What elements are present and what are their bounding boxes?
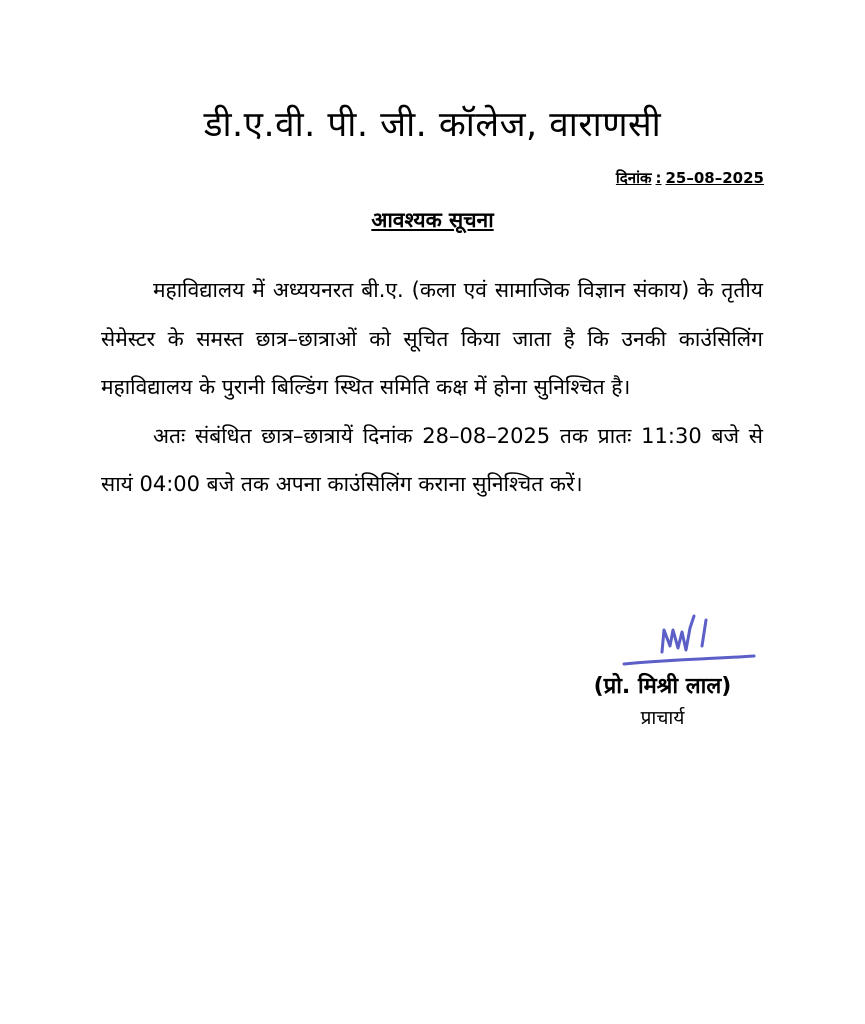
signature-image — [620, 606, 760, 668]
signatory-name: (प्रो. मिश्री लाल) — [593, 674, 732, 699]
notice-paragraph-2: अतः संबंधित छात्र–छात्रायें दिनांक 28–08–2025 तक प्रातः 11:30 बजे से सायं 04:00 बजे तक अपना काउंसिलिंग कराना सुनिश्चित करें। — [101, 423, 763, 496]
notice-paragraph-1: महाविद्यालय में अध्ययनरत बी.ए. (कला एवं सामाजिक विज्ञान संकाय) के तृतीय सेमेस्टर के समस्त छात्र–छात्राओं को सूचित किया जाता है कि उनकी काउंसिलिंग महाविद्यालय के पुरानी बिल्डिंग स्थित समिति कक्ष में होना सुनिश्चित है। — [101, 278, 763, 399]
date-value: 25–08–2025 — [665, 169, 764, 187]
signatory-designation: प्राचार्य — [640, 707, 685, 729]
date-separator: : — [655, 169, 662, 187]
notice-date — [616, 168, 764, 188]
college-name: डी.ए.वी. पी. जी. कॉलेज, वाराणसी — [203, 105, 662, 145]
date-label: दिनांक — [615, 169, 652, 187]
notice-body — [101, 266, 763, 509]
notice-heading: आवश्यक सूचना — [371, 208, 494, 232]
